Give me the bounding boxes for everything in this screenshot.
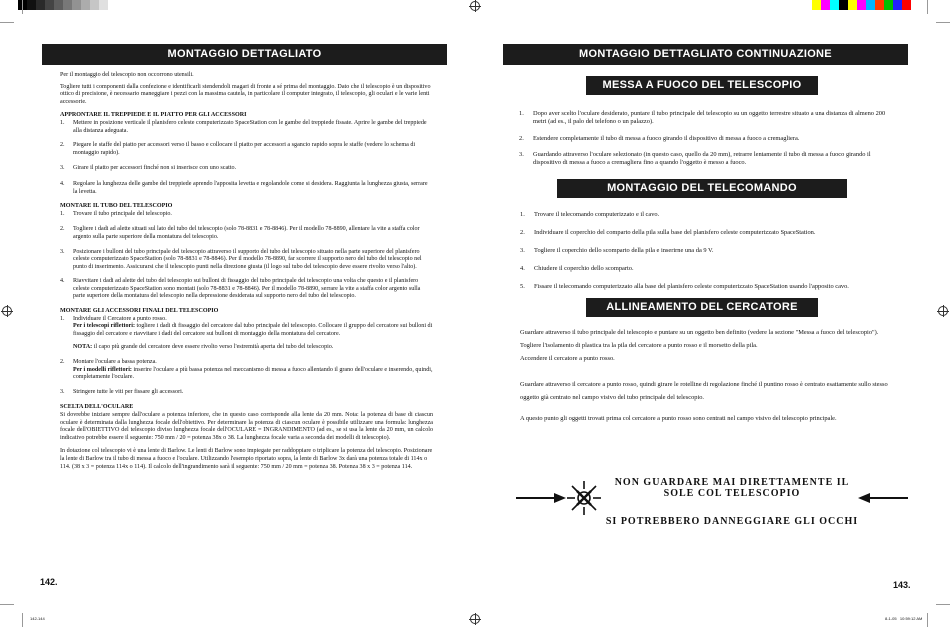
crop-mark <box>0 22 14 23</box>
crop-mark <box>22 613 23 627</box>
remote-steps <box>520 211 892 300</box>
list-item: 4. Regolare la lunghezza delle gambe del treppiede aprendo l'apposita levetta e regolandole come si desidera. Raggiunta la lunghezza giusta, serrare la levetta. <box>60 180 428 195</box>
crop-mark <box>936 22 950 23</box>
list-item: 3. Guardando attraverso l'oculare selezionato (in questo caso, quello da 20 mm), retrarre lentamente il tubo di messa a fuoco girando il dispositivo di messa a fuoco a cremagliera fino a quando l'oggetto è messo a fuoco. <box>519 151 871 166</box>
list-item: 4. Chiudere il coperchio dello scomparto. <box>520 265 634 272</box>
warning-text <box>603 477 861 499</box>
remote-section-title: MONTAGGIO DEL TELECOMANDO COMPUTERIZZATO E DELLA PILA <box>557 179 847 198</box>
color-swatch <box>893 0 902 10</box>
list-item: 2. Montare l'oculare a bassa potenza. Per i modelli riflettori: inserire l'oculare a più bassa potenza nel meccanismo di messa a fuoco allentando il grano dell'oculare e inserendo, quindi, completamente l'oculare. <box>60 359 433 381</box>
crop-mark <box>936 604 950 605</box>
crop-mark <box>0 604 14 605</box>
tube-steps <box>60 211 433 301</box>
crop-mark <box>927 0 928 14</box>
color-swatch <box>839 0 848 10</box>
left-page-title: MONTAGGIO DETTAGLIATO <box>42 44 447 65</box>
eyepiece-paragraph: Si dovrebbe iniziare sempre dall'oculare a potenza inferiore, che in questo caso corrisponde alla lente da 20 mm. Nota: la potenza di base di ciascun oculare è determinata dalla lunghezza focale dell'obiettivo. Per determinare la potenza di ciascun oculare è possibile utilizzare una formula: lunghezza focale dell'OBIETTIVO del telescopio diviso lunghezza focale dell'OCULARE = INGRANDIMENTO (ad es., se si usa la lente da 20 mm, un calcolo indicativo potrebbe essere il seguente: 750 mm / 20 = potenza 38x o 38. La lunghezza focale varia a seconda dei modelli di telescopio). <box>60 412 433 441</box>
registration-mark-top <box>470 1 480 11</box>
color-swatch <box>830 0 839 10</box>
color-swatch <box>812 0 821 10</box>
list-item: 3. Togliere il coperchio dello scomparto della pila e inserirne una da 9 V. <box>520 247 714 254</box>
left-page-number: 142. <box>40 577 58 587</box>
color-swatch <box>99 0 108 10</box>
color-swatch <box>884 0 893 10</box>
intro-paragraph: Togliere tutti i componenti dalla confezione e identificarli stendendoli magari di fronte a sé prima del montaggio. Dato che il telescopio è un dispositivo ottico di precisione, è necessario maneggiare i pezzi con la massima cautela, in particolare il computer integrato, il telescopio, gli oculari e le varie lenti accessorie. <box>60 83 431 105</box>
list-item: 2. Togliere i dadi ad alette situati sul lato del tubo del telescopio (solo 78-8831 e 78-8846). Per il modello 78-8890, allentare la vite a staffa color argento sulla parte superiore della montatura del telescopio. <box>60 226 420 240</box>
align-paragraph: Guardare attraverso il tubo principale del telescopio e puntare su un oggetto ben definito (vedere la sezione "Messa a fuoco del telescopio"). <box>520 329 879 336</box>
color-swatch <box>27 0 36 10</box>
color-swatch <box>81 0 90 10</box>
right-slug: 8-1-05 10:59:12 AM <box>885 616 923 621</box>
color-swatch <box>45 0 54 10</box>
section-heading-eyepiece: SCELTA DELL'OCULARE <box>60 404 134 411</box>
left-arrow-icon <box>516 492 566 504</box>
align-body <box>520 326 892 425</box>
list-item: 3. Girare il piatto per accessori finché non si inserisce con uno scatto. <box>60 165 237 172</box>
color-swatch <box>848 0 857 10</box>
registration-mark-bottom <box>470 614 480 624</box>
left-slug: 142-144 <box>30 616 45 621</box>
registration-mark-left <box>2 306 12 316</box>
color-swatch <box>857 0 866 10</box>
list-item: 3. Posizionare i bulloni del tubo principale del telescopio attraverso il supporto del tubo del telescopio situato nella parte superiore del planisfero celeste computerizzato SpaceStation (solo 78-8831 e 78-8846). Per il modello 78-8890, far scorrere il supporto nero del tubo del telescopio nel punto di inserimento. Assicurarsi che il telescopio punti nella direzione giusta (il logo sul tubo del telescopio deve essere rivolto verso l'alto). <box>60 248 422 270</box>
right-page-number: 143. <box>893 580 911 590</box>
color-swatch <box>54 0 63 10</box>
list-item: 4. Riavvitare i dadi ad alette del tubo del telescopio sui bulloni di fissaggio del tubo principale del telescopio una volta che questo e il planisfero celeste computerizzato SpaceStation sono montati (solo 78-8831 e 78-8846). Per il modello 78-8890, serrare la vite a staffa color argento sulla parte superiore della montatura del telescopio nella depressione desiderata sul supporto nero del tubo del telescopio. <box>60 278 421 300</box>
list-item: 5. Fissare il telecomando computerizzato alla base del planisfero celeste computerizzato SpaceStation usando l'apposito cavo. <box>520 283 849 290</box>
focus-steps <box>519 110 891 176</box>
color-swatch <box>866 0 875 10</box>
section-heading-tube: MONTARE IL TUBO DEL TELESCOPIO <box>60 203 173 210</box>
right-page-title: MONTAGGIO DETTAGLIATO CONTINUAZIONE <box>503 44 908 65</box>
align-paragraph: A questo punto gli oggetti trovati prima col cercatore a punto rosso sono centrati nel campo visivo del telescopio principale. <box>520 415 837 422</box>
intro-paragraph: Per il montaggio del telescopio non occorrono utensili. <box>60 72 194 78</box>
list-item: 2. Individuare il coperchio del comparto della pila sulla base del planisfero celeste computerizzato SpaceStation. <box>520 229 816 236</box>
warning-line: NON GUARDARE MAI DIRETTAMENTE IL <box>614 477 850 488</box>
color-swatch <box>72 0 81 10</box>
color-swatch <box>90 0 99 10</box>
warning-line: SI POTREBBERO DANNEGGIARE GLI OCCHI <box>605 516 859 527</box>
align-section-title: ALLINEAMENTO DEL CERCATORE <box>586 298 818 317</box>
color-swatch <box>821 0 830 10</box>
barlow-paragraph: In dotazione col telescopio vi è una lente di Barlow. Le lenti di Barlow sono impiegate per raddoppiare o triplicare la potenza del telescopio. Posizionare la lente di Barlow tra il tubo di messa a fuoco e l'oculare. Utilizzando l'esempio riportato sopra, la lente di Barlow 3x darà una potenza totale di 114x o 114. (38 x 3 = potenza 114x o 114). Il calcolo dell'ingrandimento sarà il seguente: 750 mm / 20 mm = potenza 38. Potenza 38 x 3 = potenza 114. <box>60 448 433 470</box>
section-heading-accessories: MONTARE GLI ACCESSORI FINALI DEL TELESCOPIO <box>60 308 219 315</box>
list-item: 1. Mettere in posizione verticale il planisfero celeste computerizzato SpaceStation con le gambe del treppiede fissate. Aprire le gambe del treppiede alla distanza adeguata. <box>60 119 427 134</box>
list-item: 3. Stringere tutte le viti per fissare gli accessori. <box>60 388 184 395</box>
tripod-steps <box>60 120 433 196</box>
color-swatch <box>63 0 72 10</box>
right-arrow-icon <box>858 492 908 504</box>
align-paragraph: Accendere il cercatore a punto rosso. <box>520 355 615 362</box>
left-page-body <box>60 72 433 475</box>
list-item: 2. Piegare le staffe del piatto per accessori verso il basso e collocare il piatto per accessori a sgancio rapido sopra le staffe (vedere lo schema di montaggio rapido). <box>60 142 416 156</box>
list-item: 1. Trovare il telecomando computerizzato e il cavo. <box>520 211 660 218</box>
focus-section-title: MESSA A FUOCO DEL TELESCOPIO <box>586 76 818 95</box>
section-heading-tripod: APPRONTARE IL TREPPIEDE E IL PIATTO PER GLI ACCESSORI <box>60 112 247 119</box>
list-item: 2. Estendere completamente il tubo di messa a fuoco girando il dispositivo di messa a fuoco a cremagliera. <box>519 135 800 142</box>
registration-mark-right <box>938 306 948 316</box>
color-swatch <box>36 0 45 10</box>
warning-line: SOLE COL TELESCOPIO <box>663 488 801 499</box>
color-swatch <box>875 0 884 10</box>
crop-mark <box>22 0 23 14</box>
crop-mark <box>927 613 928 627</box>
list-item: 1. Dopo aver scelto l'oculare desiderato, puntare il tubo principale del telescopio su un oggetto terrestre situato a una distanza di almeno 200 metri (ad es., il palo del telefono o un palazzo). <box>519 110 886 125</box>
list-item: 1. Trovare il tubo principale del telescopio. <box>60 210 172 217</box>
color-swatch <box>902 0 911 10</box>
list-item: 1. Individuare il Cercatore a punto rosso. Per i telescopi riflettori: togliere i dadi di fissaggio del cercatore dal tubo principale del telescopio. Collocare il gruppo del cercatore sui bulloni di fissaggio del cercatore e riavvitare i dadi del cercatore sui bulloni di montaggio della montatura del cercatore. NOTA: il capo più grande del cercatore deve essere rivolto verso l'estremità aperta del tubo del telescopio. <box>60 315 433 351</box>
align-paragraph: Togliere l'isolamento di plastica tra la pila del cercatore a punto rosso e il morsetto della pila. <box>520 342 758 349</box>
align-paragraph: Guardare attraverso il cercatore a punto rosso, quindi girare le rotelline di regolazione finché il puntino rosso è centrato esattamente sullo stesso oggetto già centrato nel campo visivo del tubo principale del telescopio. <box>520 381 888 401</box>
sun-warning-icon <box>566 480 602 516</box>
